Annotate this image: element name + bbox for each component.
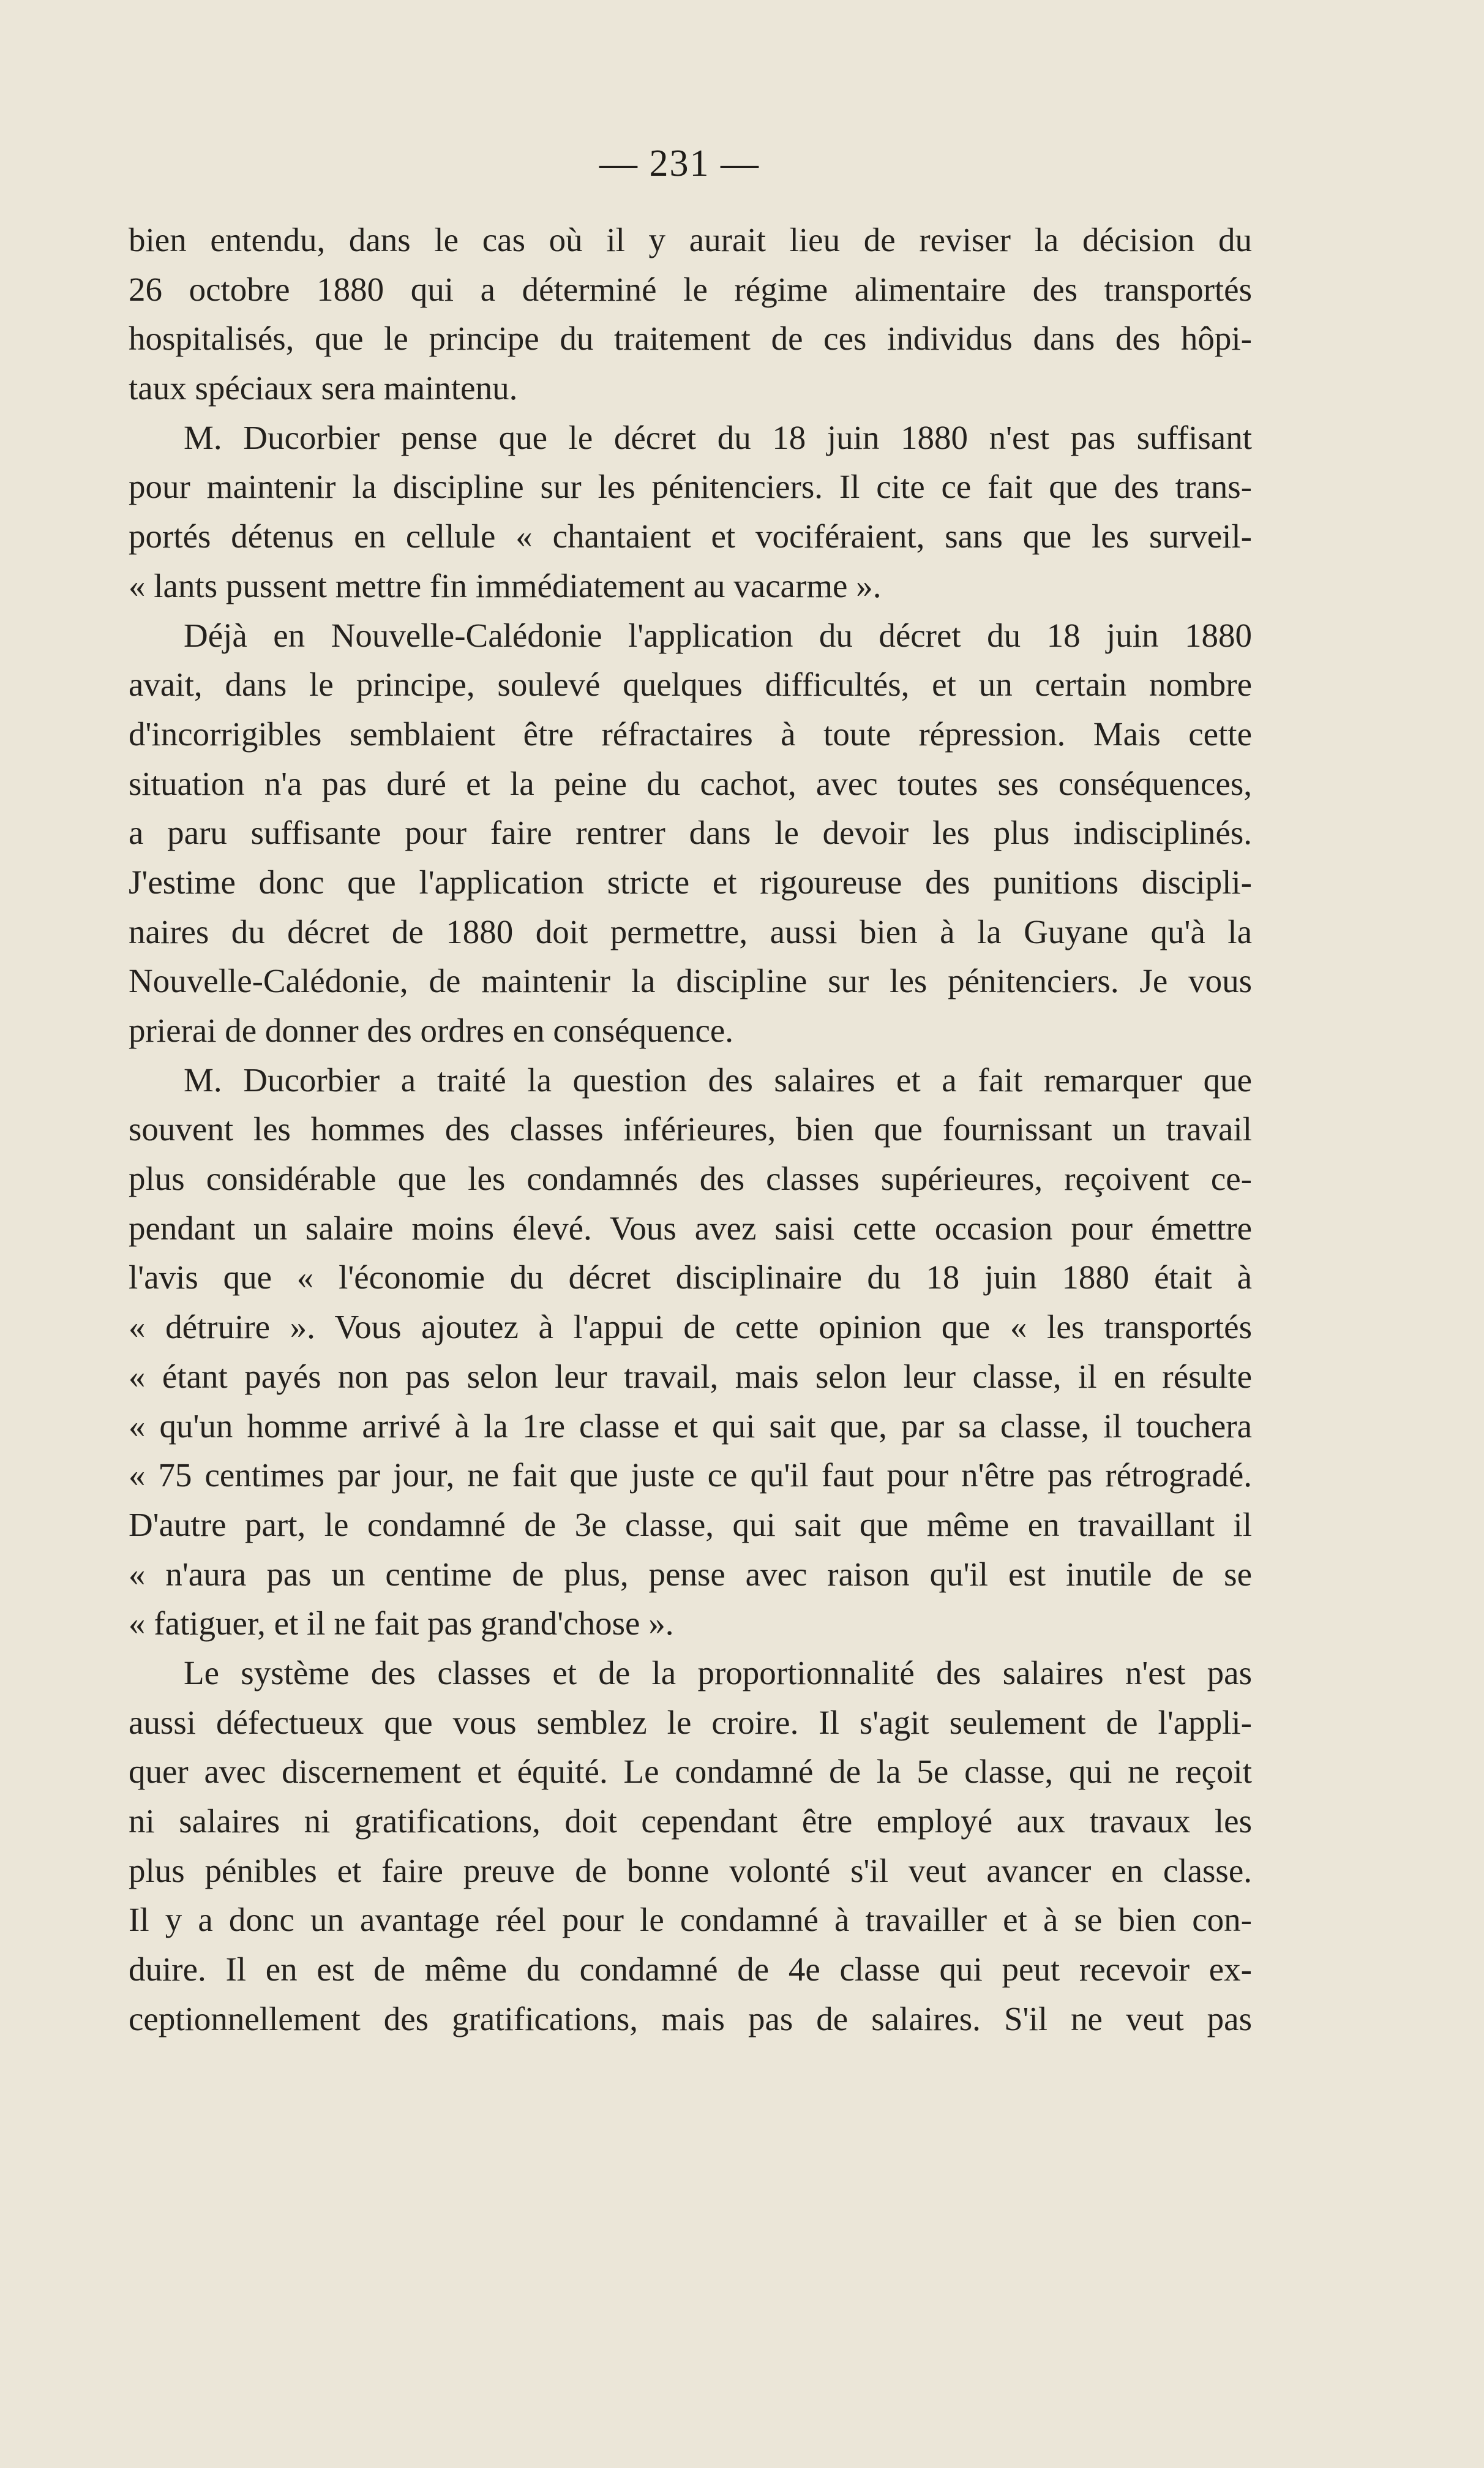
text-line: duire. Il en est de même du condamné de 4e classe qui peut recevoir ex-	[129, 1951, 1252, 1988]
body-text	[129, 216, 1252, 2044]
text-line: hospitalisés, que le principe du traitement de ces individus dans des hôpi-	[129, 320, 1252, 358]
text-line: « fatiguer, et il ne fait pas grand'chose ».	[129, 1605, 674, 1642]
text-line: ni salaires ni gratifications, doit cependant être employé aux travaux les	[129, 1802, 1252, 1840]
text-line: plus considérable que les condamnés des classes supérieures, reçoivent ce-	[129, 1160, 1252, 1198]
text-line: avait, dans le principe, soulevé quelques difficultés, et un certain nombre	[129, 666, 1252, 704]
text-line: naires du décret de 1880 doit permettre, aussi bien à la Guyane qu'à la	[129, 912, 1252, 950]
text-line: l'avis que « l'économie du décret disciplinaire du 18 juin 1880 était à	[129, 1258, 1252, 1296]
text-line: taux spéciaux sera maintenu.	[129, 369, 518, 407]
text-line: prierai de donner des ordres en conséquence.	[129, 1012, 734, 1049]
text-line: portés détenus en cellule « chantaient et vociféraient, sans que les surveil-	[129, 517, 1252, 555]
text-line: « lants pussent mettre fin immédiatement au vacarme ».	[129, 566, 882, 604]
text-line: « n'aura pas un centime de plus, pense avec raison qu'il est inutile de se	[129, 1555, 1252, 1593]
text-line: d'incorrigibles semblaient être réfractaires à toute répression. Mais cette	[129, 715, 1252, 753]
text-line: Nouvelle-Calédonie, de maintenir la discipline sur les pénitenciers. Je vous	[129, 962, 1252, 1000]
text-line: « qu'un homme arrivé à la 1re classe et qui sait que, par sa classe, il touchera	[129, 1407, 1252, 1445]
text-line: Déjà en Nouvelle-Calédonie l'application du décret du 18 juin 1880	[184, 616, 1252, 654]
text-line: J'estime donc que l'application stricte et rigoureuse des punitions discipli-	[129, 863, 1252, 901]
text-line: « 75 centimes par jour, ne fait que juste ce qu'il faut pour n'être pas rétrogradé.	[129, 1456, 1252, 1494]
page-number: — 231 —	[599, 143, 760, 184]
text-line: souvent les hommes des classes inférieures, bien que fournissant un travail	[129, 1110, 1252, 1148]
text-line: aussi défectueux que vous semblez le croire. Il s'agit seulement de l'appli-	[129, 1703, 1252, 1741]
text-line: D'autre part, le condamné de 3e classe, qui sait que même en travaillant il	[129, 1505, 1252, 1543]
text-line: a paru suffisante pour faire rentrer dans le devoir les plus indisciplinés.	[129, 814, 1252, 852]
text-line: 26 octobre 1880 qui a déterminé le régime alimentaire des transportés	[129, 270, 1252, 308]
text-line: quer avec discernement et équité. Le condamné de la 5e classe, qui ne reçoit	[129, 1753, 1252, 1791]
text-line: « détruire ». Vous ajoutez à l'appui de cette opinion que « les transportés	[129, 1308, 1252, 1346]
text-line: plus pénibles et faire preuve de bonne volonté s'il veut avancer en classe.	[129, 1851, 1252, 1889]
text-line: M. Ducorbier pense que le décret du 18 juin 1880 n'est pas suffisant	[184, 418, 1252, 456]
text-line: bien entendu, dans le cas où il y aurait lieu de reviser la décision du	[129, 221, 1252, 258]
text-line: pendant un salaire moins élevé. Vous avez saisi cette occasion pour émettre	[129, 1209, 1252, 1247]
text-line: Il y a donc un avantage réel pour le condamné à travailler et à se bien con-	[129, 1901, 1252, 1939]
text-line: M. Ducorbier a traité la question des salaires et a fait remarquer que	[184, 1061, 1252, 1099]
text-line: pour maintenir la discipline sur les pénitenciers. Il cite ce fait que des trans-	[129, 468, 1252, 506]
text-line: Le système des classes et de la proportionnalité des salaires n'est pas	[184, 1653, 1252, 1691]
text-line: « étant payés non pas selon leur travail, mais selon leur classe, il en résulte	[129, 1357, 1252, 1395]
text-line: situation n'a pas duré et la peine du cachot, avec toutes ses conséquences,	[129, 764, 1252, 802]
text-line: ceptionnellement des gratifications, mais pas de salaires. S'il ne veut pas	[129, 2000, 1252, 2037]
